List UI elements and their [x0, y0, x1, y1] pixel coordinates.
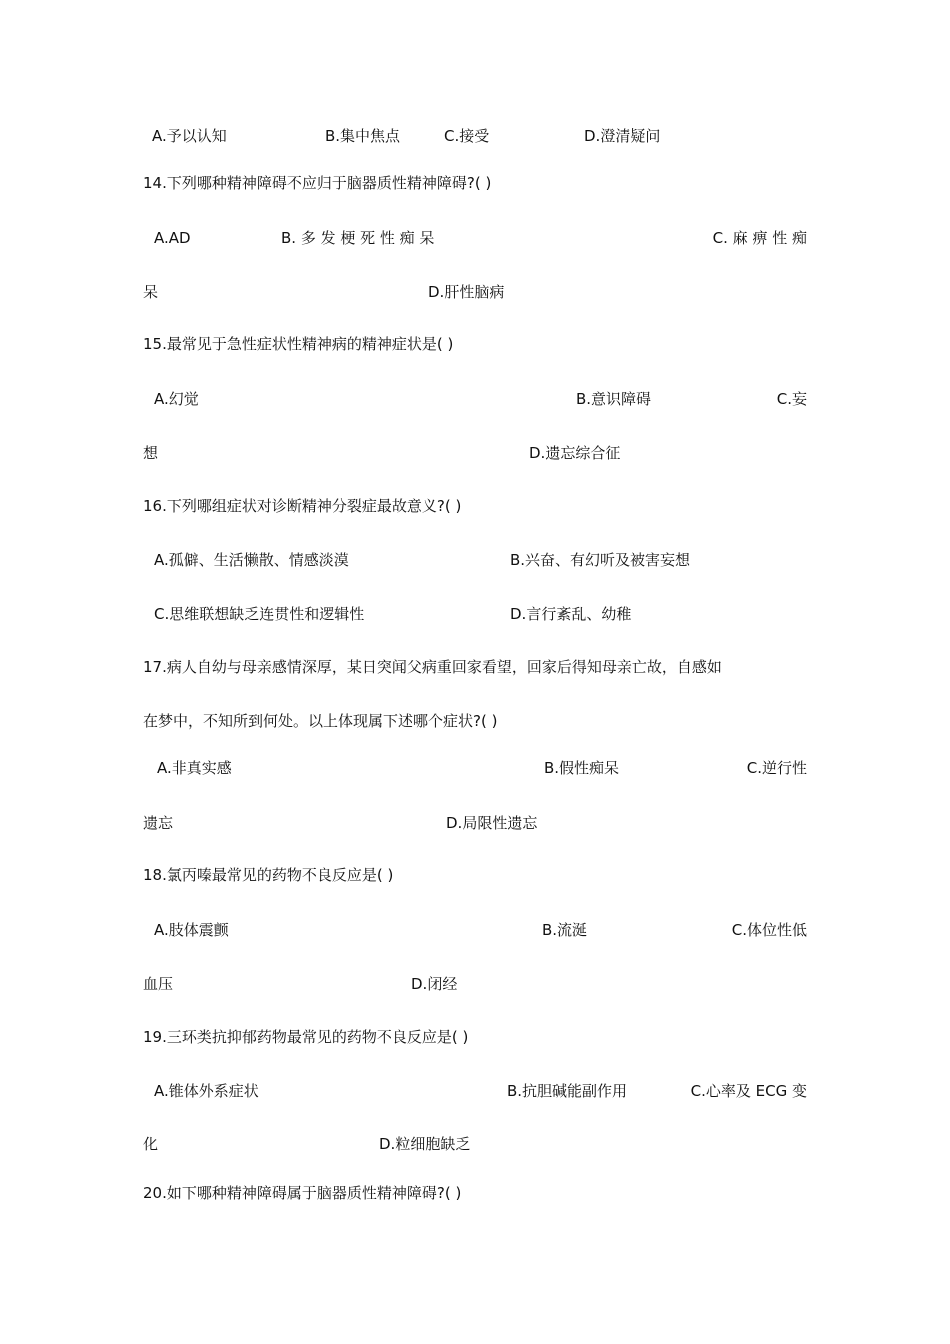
q15-option-b: B.意识障碍 [576, 390, 652, 408]
q16-stem: 16.下列哪组症状对诊断精神分裂症最故意义?( ) [143, 497, 462, 515]
q19-option-a: A.锥体外系症状 [154, 1082, 259, 1100]
q19-option-c: C.心率及 ECG 变 [690, 1082, 807, 1100]
q17-option-d: D.局限性遗忘 [446, 814, 538, 832]
q18-stem: 18.氯丙嗪最常见的药物不良反应是( ) [143, 866, 394, 884]
q17-option-c: C.逆行性 [746, 759, 807, 777]
q14-option-a: A.AD [154, 229, 191, 247]
q13-option-c: C.接受 [444, 127, 490, 145]
q19-option-c-cont: 化 [143, 1135, 159, 1153]
q18-option-c: C.体位性低 [731, 921, 807, 939]
q13-option-b: B.集中焦点 [325, 127, 401, 145]
q14-option-b: B. 多 发 梗 死 性 痴 呆 [281, 229, 435, 247]
q19-stem: 19.三环类抗抑郁药物最常见的药物不良反应是( ) [143, 1028, 469, 1046]
q20-stem: 20.如下哪种精神障碍属于脑器质性精神障碍?( ) [143, 1184, 462, 1202]
q14-option-c: C. 麻 痹 性 痴 [712, 229, 807, 247]
q17-stem-line2: 在梦中，不知所到何处。以上体现属下述哪个症状?( ) [143, 712, 498, 730]
q18-option-a: A.肢体震颤 [154, 921, 229, 939]
q13-option-a: A.予以认知 [152, 127, 227, 145]
q15-option-c: C.妄 [776, 390, 807, 408]
q18-option-d: D.闭经 [411, 975, 458, 993]
q15-option-d: D.遗忘综合征 [529, 444, 621, 462]
q19-option-b: B.抗胆碱能副作用 [507, 1082, 628, 1100]
q15-option-a: A.幻觉 [154, 390, 199, 408]
q18-option-b: B.流涎 [542, 921, 588, 939]
q17-option-c-cont: 遗忘 [143, 814, 174, 832]
q17-option-b: B.假性痴呆 [544, 759, 620, 777]
q16-option-d: D.言行紊乱、幼稚 [510, 605, 632, 623]
q16-option-a: A.孤僻、生活懒散、情感淡漠 [154, 551, 349, 569]
q16-option-b: B.兴奋、有幻听及被害妄想 [510, 551, 691, 569]
q18-option-c-cont: 血压 [143, 975, 174, 993]
q16-option-c: C.思维联想缺乏连贯性和逻辑性 [154, 605, 365, 623]
q14-option-c-cont: 呆 [143, 283, 159, 301]
q19-option-d: D.粒细胞缺乏 [379, 1135, 471, 1153]
q14-stem: 14.下列哪种精神障碍不应归于脑器质性精神障碍?( ) [143, 174, 492, 192]
q17-stem-line1: 17.病人自幼与母亲感情深厚，某日突闻父病重回家看望，回家后得知母亲亡故，自感如 [143, 658, 722, 676]
q13-option-d: D.澄清疑问 [584, 127, 661, 145]
q15-stem: 15.最常见于急性症状性精神病的精神症状是( ) [143, 335, 454, 353]
q14-option-d: D.肝性脑病 [428, 283, 505, 301]
q15-option-c-cont: 想 [143, 444, 159, 462]
q17-option-a: A.非真实感 [157, 759, 232, 777]
